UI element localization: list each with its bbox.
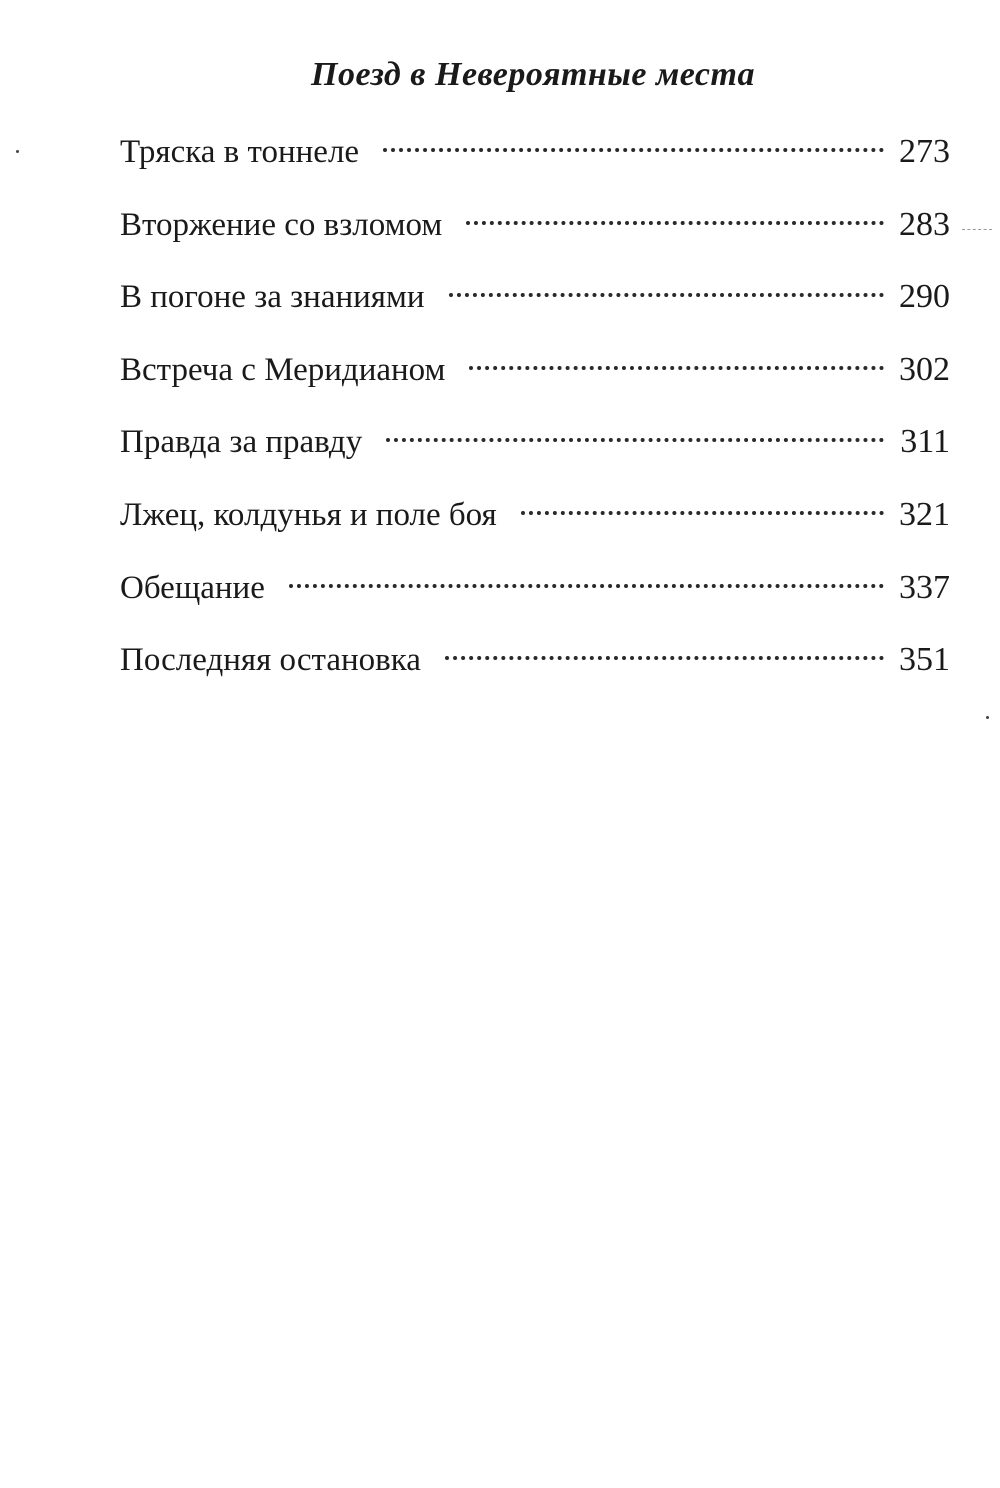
dot-leader (449, 293, 884, 297)
dot-leader (445, 656, 884, 660)
entry-page-number: 290 (899, 278, 950, 316)
dot-leader (289, 584, 884, 588)
entry-page-number: 302 (899, 350, 950, 388)
entry-page-number: 351 (899, 641, 950, 679)
entry-title: Обещание (120, 569, 265, 606)
dot-leader (383, 148, 884, 152)
toc-entry[interactable] (120, 412, 950, 485)
entry-page-number: 311 (900, 423, 950, 461)
entry-title: Тряска в тоннеле (120, 134, 360, 170)
entry-title: Встреча с Меридианом (120, 351, 446, 388)
entry-title: Последняя остановка (120, 642, 421, 679)
scan-speck (986, 716, 989, 719)
toc-entry[interactable] (120, 340, 950, 413)
entry-page-number: 273 (899, 133, 950, 170)
entry-page-number: 321 (899, 495, 950, 533)
scan-speck (16, 150, 19, 153)
toc-entry[interactable] (120, 267, 950, 340)
dot-leader (466, 221, 884, 225)
toc-entry[interactable] (120, 558, 950, 631)
dot-leader (521, 511, 884, 515)
toc-entry[interactable] (120, 630, 950, 703)
entry-title: Лжец, колдунья и поле боя (120, 496, 497, 533)
table-of-contents (120, 122, 950, 703)
toc-entry[interactable] (120, 485, 950, 558)
scan-mark (962, 229, 992, 230)
entry-page-number: 337 (899, 568, 950, 606)
section-title: Поезд в Невероятные места (311, 56, 755, 93)
toc-entry[interactable] (120, 122, 950, 195)
entry-page-number: 283 (899, 205, 950, 243)
dot-leader (469, 366, 884, 370)
entry-title: Вторжение со взломом (120, 206, 443, 243)
dot-leader (386, 438, 884, 442)
toc-entry[interactable] (120, 195, 950, 268)
entry-title: Правда за правду (120, 424, 363, 461)
entry-title: В погоне за знаниями (120, 279, 425, 316)
